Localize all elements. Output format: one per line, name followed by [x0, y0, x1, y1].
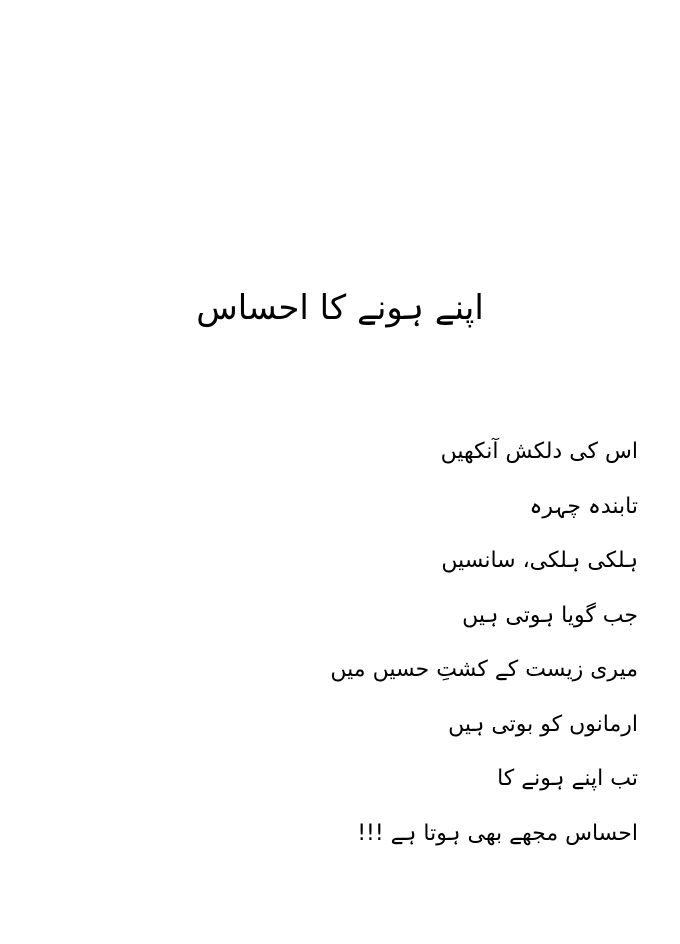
poem-line: جب گویا ہوتی ہیں — [462, 602, 638, 628]
poem-line: ہلکی ہلکی، سانسیں — [441, 548, 638, 573]
poem-line: اس کی دلکش آنکھیں — [440, 439, 638, 464]
poem-line: تابندہ چہرہ — [529, 493, 638, 519]
poem-title: اپنے ہونے کا احساس — [196, 288, 484, 328]
poem-line: میری زیست کے کشتِ حسیں میں — [330, 657, 638, 682]
poem-line: احساس مجھے بھی ہوتا ہے !!! — [357, 820, 638, 846]
poem-line: ارمانوں کو بوتی ہیں — [448, 711, 638, 737]
poem-line: تب اپنے ہونے کا — [497, 766, 638, 791]
poem-body — [278, 432, 638, 868]
